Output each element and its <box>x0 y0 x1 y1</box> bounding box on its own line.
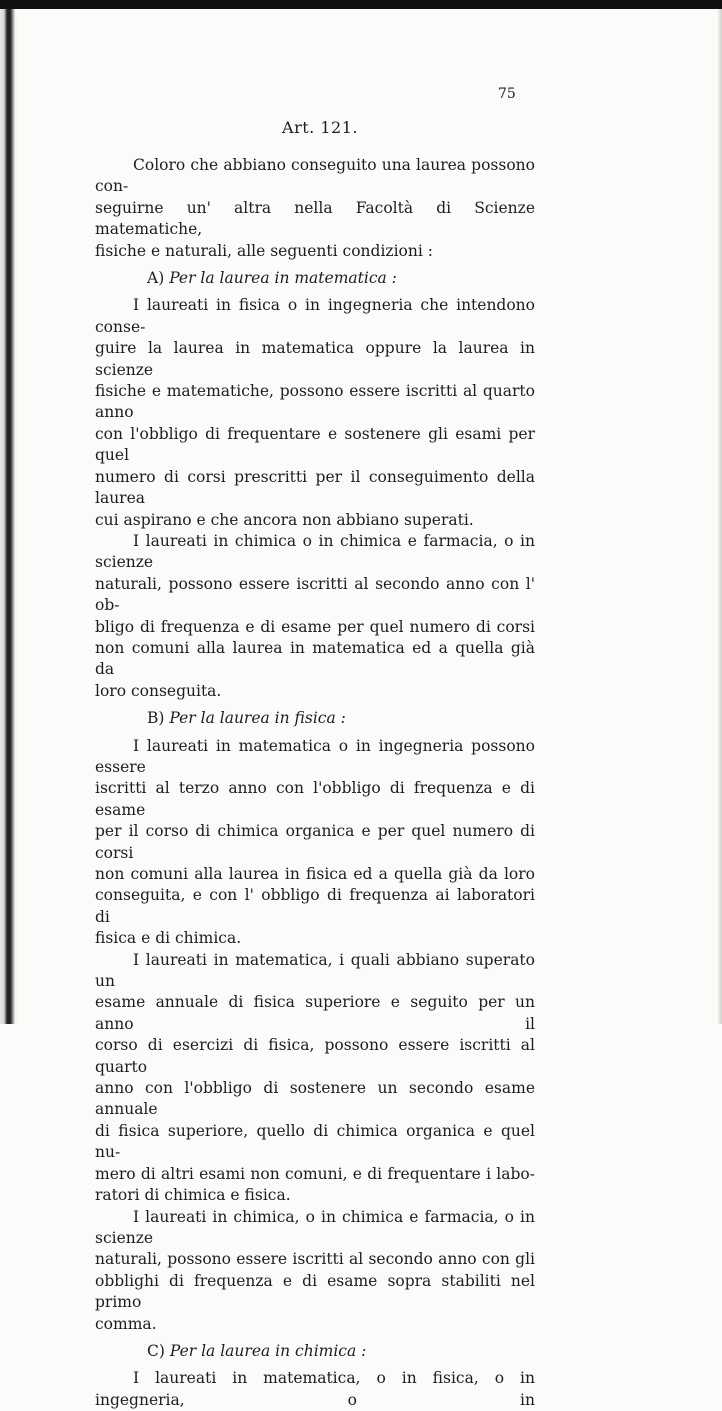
paragraph-line: I laureati in chimica o in chimica e farmacia, o in scienze <box>95 531 535 572</box>
paragraph-line: I laureati in chimica, o in chimica e farmacia, o in scienze <box>95 1207 535 1247</box>
paragraph-line: guire la laurea in matematica oppure la laurea in scienze <box>95 339 535 379</box>
paragraph-line: fisica e di chimica. <box>95 929 242 948</box>
paragraph-line: corso di esercizi di fisica, possono essere iscritti al quarto <box>95 1036 535 1076</box>
section-c-title: Per la laurea in chimica : <box>169 1341 367 1360</box>
section-a-title: Per la laurea in matematica : <box>169 269 397 288</box>
page-number: 75 <box>498 86 516 102</box>
intro-line: Coloro che abbiano conseguito una laurea possono con- <box>95 156 535 196</box>
paragraph-line: bligo di frequenza e di esame per quel numero di corsi <box>95 617 535 636</box>
paragraph-line: conseguita, e con l' obbligo di frequenza ai laboratori di <box>95 886 535 926</box>
paragraph-line: I laureati in matematica, o in fisica, o in ingegneria, o in <box>95 1369 535 1409</box>
section-b-title: Per la laurea in fisica : <box>169 709 346 728</box>
paragraph-line: cui aspirano e che ancora non abbiano superati. <box>95 510 474 529</box>
page-body <box>95 155 535 1411</box>
paragraph-line: naturali, possono essere iscritti al secondo anno con l' ob- <box>95 574 535 615</box>
paragraph-line: obblighi di frequenza e di esame sopra stabiliti nel primo <box>95 1271 535 1312</box>
paragraph-line: numero di corsi prescritti per il conseguimento della laurea <box>95 467 535 508</box>
paragraph-line: di fisica superiore, quello di chimica organica e quel nu- <box>95 1121 535 1162</box>
paragraph-line: esame annuale di fisica superiore e seguito per un anno il <box>95 993 535 1033</box>
paragraph-line: mero di altri esami non comuni, e di frequentare i labo- <box>95 1164 535 1183</box>
paragraph-line: iscritti al terzo anno con l'obbligo di frequenza e di esame <box>95 779 535 819</box>
section-b-heading <box>147 708 535 729</box>
scan-top-border <box>0 0 722 9</box>
section-a-letter: A) <box>147 269 165 288</box>
paragraph-line: fisiche e matematiche, possono essere iscritti al quarto anno <box>95 382 535 422</box>
paragraph-line: anno con l'obbligo di sostenere un secondo esame annuale <box>95 1079 535 1119</box>
intro-line: seguirne un' altra nella Facoltà di Scienze matematiche, <box>95 198 535 239</box>
paragraph-line: I laureati in matematica, i quali abbiano superato un <box>95 950 535 991</box>
section-a-heading <box>147 268 535 289</box>
paragraph-line: per il corso di chimica organica e per quel numero di corsi <box>95 822 535 862</box>
paragraph-line: I laureati in matematica o in ingegneria possono essere <box>95 736 535 776</box>
paragraph-line: comma. <box>95 1314 157 1333</box>
scan-binding-edge <box>0 9 18 1024</box>
paragraph-line: non comuni alla laurea in matematica ed a quella già da <box>95 638 535 679</box>
intro-line: fisiche e naturali, alle seguenti condizioni : <box>95 241 433 260</box>
paragraph-line: I laureati in fisica o in ingegneria che intendono conse- <box>95 296 535 336</box>
section-c-letter: C) <box>147 1341 165 1360</box>
paragraph-line: non comuni alla laurea in fisica ed a quella già da loro <box>95 865 535 883</box>
section-c-heading <box>147 1341 535 1362</box>
paragraph-line: loro conseguita. <box>95 681 222 700</box>
section-b-letter: B) <box>147 709 165 728</box>
scan-right-edge <box>718 9 722 1024</box>
paragraph-line: naturali, possono essere iscritti al secondo anno con gli <box>95 1250 535 1269</box>
paragraph-line: ratori di chimica e fisica. <box>95 1186 291 1205</box>
paragraph-line: con l'obbligo di frequentare e sostenere gli esami per quel <box>95 424 535 465</box>
article-heading: Art. 121. <box>282 118 358 137</box>
